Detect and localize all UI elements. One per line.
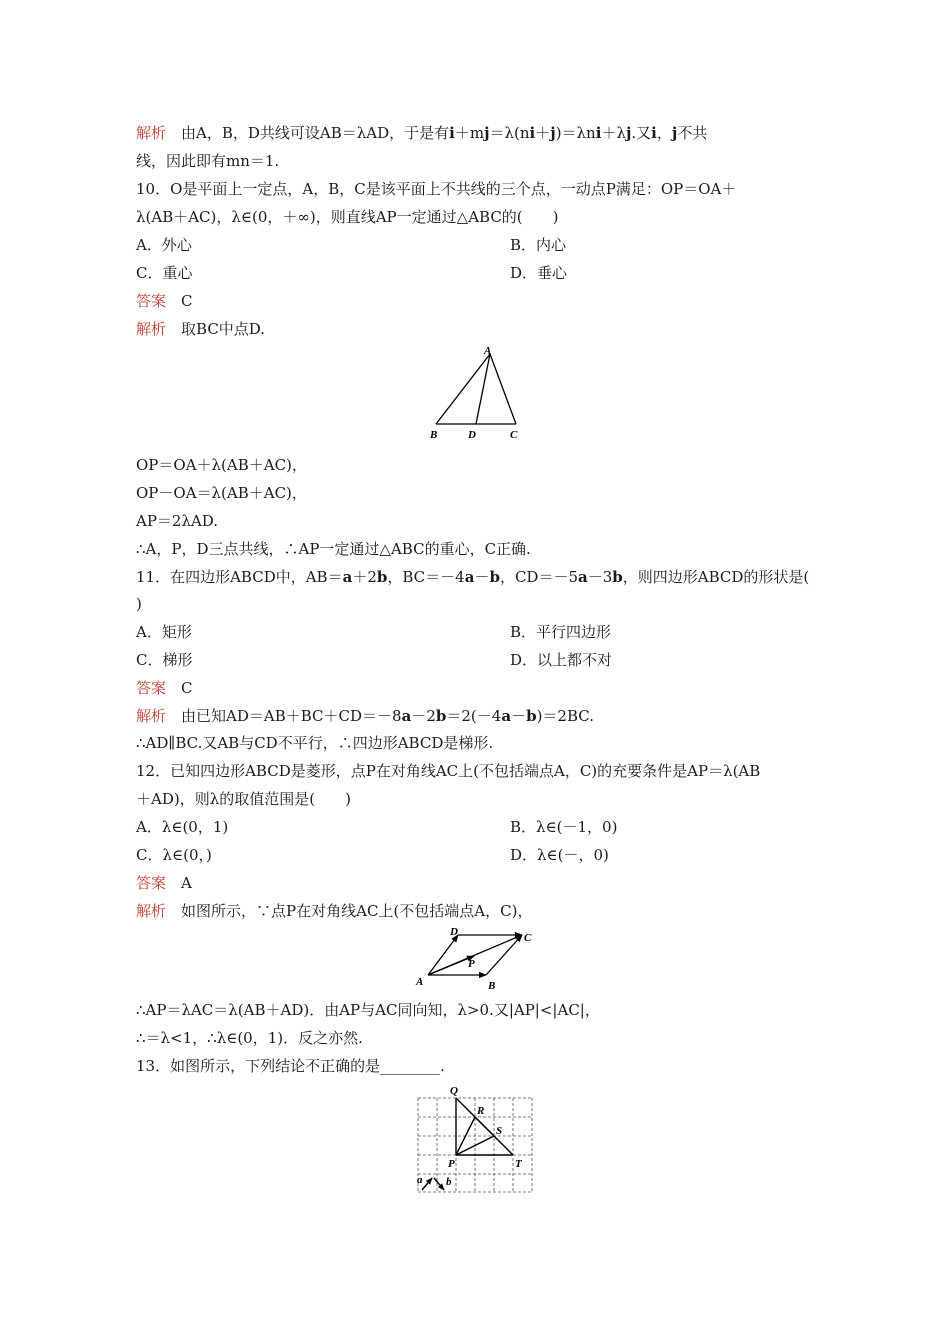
answer-tag: 答案 (136, 679, 167, 697)
q10-step-2: OP－OA＝λ(AB＋AC)， (136, 484, 307, 502)
q12-step-2: ∴＝λ<1，∴λ∈(0，1)．反之亦然. (136, 1029, 363, 1047)
q10-analysis: 解析 取BC中点D. (136, 320, 266, 338)
analysis-tag: 解析 (136, 320, 167, 338)
q12-option-a: A．λ∈(0，1) (136, 818, 229, 836)
q13-grid-figure (408, 1082, 538, 1196)
q10-answer: 答案 C (136, 292, 193, 310)
q11-option-d: D．以上都不对 (510, 651, 613, 669)
analysis-tag: 解析 (136, 124, 167, 142)
q13-label-r: R (477, 1105, 485, 1117)
q10-triangle-figure (424, 342, 534, 442)
q10-label-c: C (510, 429, 518, 441)
q12-analysis: 解析 如图所示，∵点P在对角线AC上(不包括端点A，C)， (136, 902, 533, 920)
q12-label-b: B (488, 980, 496, 991)
q12-label-c: C (524, 932, 532, 944)
q13-label-t: T (515, 1158, 522, 1170)
q12-label-d: D (450, 926, 458, 938)
q13-label-q: Q (450, 1085, 458, 1097)
q11-option-c: C．梯形 (136, 651, 193, 669)
q11-option-a: A．矩形 (136, 623, 192, 641)
q13-label-s: S (496, 1125, 503, 1137)
analysis-tag: 解析 (136, 902, 167, 920)
q11-answer: 答案 C (136, 679, 193, 697)
q12-label-a: A (416, 976, 424, 988)
q10-label-d: D (468, 429, 476, 441)
q13-label-a: a (417, 1174, 423, 1186)
q10-step-3: AP＝2λAD. (136, 512, 219, 530)
answer-tag: 答案 (136, 874, 167, 892)
q13-stem: 13．如图所示，下列结论不正确的是________. (136, 1057, 445, 1075)
q10-option-b: B．内心 (510, 236, 567, 254)
q12-option-d: D．λ∈(－，0) (510, 846, 609, 864)
q13-label-b: b (446, 1176, 452, 1188)
q12-answer: 答案 A (136, 874, 192, 892)
q10-step-4: ∴A，P，D三点共线，∴AP一定通过△ABC的重心，C正确. (136, 540, 531, 558)
q12-option-c: C．λ∈(0，) (136, 846, 212, 864)
q12-step-1: ∴AP＝λAC＝λ(AB＋AD)．由AP与AC同向知，λ>0.又|AP|<|AC|， (136, 1001, 600, 1019)
q11-stem-line-1: 11．在四边形ABCD中，AB＝a＋2b，BC＝－4a－b，CD＝－5a－3b，则四边形ABCD的形状是( (136, 568, 810, 586)
q10-step-1: OP＝OA＋λ(AB＋AC)， (136, 456, 307, 474)
answer-tag: 答案 (136, 292, 167, 310)
q11-step-2: ∴AD∥BC.又AB与CD不平行，∴四边形ABCD是梯形. (136, 734, 494, 752)
q11-stem-line-2: ) (136, 595, 142, 613)
q10-stem-line-2: λ(AB＋AC)，λ∈(0，＋∞)，则直线AP一定通过△ABC的( ) (136, 208, 559, 226)
q10-option-c: C．重心 (136, 264, 193, 282)
q12-label-p: P (468, 958, 475, 970)
intro-line-2: 线，因此即有mn＝1. (136, 152, 280, 170)
q10-option-d: D．垂心 (510, 264, 568, 282)
q10-option-a: A．外心 (136, 236, 192, 254)
q12-stem-line-1: 12．已知四边形ABCD是菱形，点P在对角线AC上(不包括端点A，C)的充要条件是AP＝λ(AB (136, 762, 761, 780)
q13-label-p: P (448, 1158, 455, 1170)
q12-stem-line-2: ＋AD)，则λ的取值范围是( ) (136, 790, 351, 808)
q10-label-b: B (430, 429, 438, 441)
q10-label-a: A (484, 345, 492, 357)
q11-analysis: 解析 由已知AD＝AB＋BC＋CD＝－8a－2b＝2(－4a－b)＝2BC. (136, 707, 594, 725)
analysis-tag: 解析 (136, 707, 167, 725)
q11-option-b: B．平行四边形 (510, 623, 612, 641)
intro-line-1: 解析 由A，B，D共线可设AB＝λAD，于是有i＋mj＝λ(ni＋j)＝λni＋λj.又i，j不共 (136, 124, 708, 142)
q12-option-b: B．λ∈(－1，0) (510, 818, 618, 836)
q10-stem-line-1: 10．O是平面上一定点，A，B，C是该平面上不共线的三个点，一动点P满足：OP＝OA＋ (136, 180, 737, 198)
q12-rhombus-figure (412, 923, 548, 991)
